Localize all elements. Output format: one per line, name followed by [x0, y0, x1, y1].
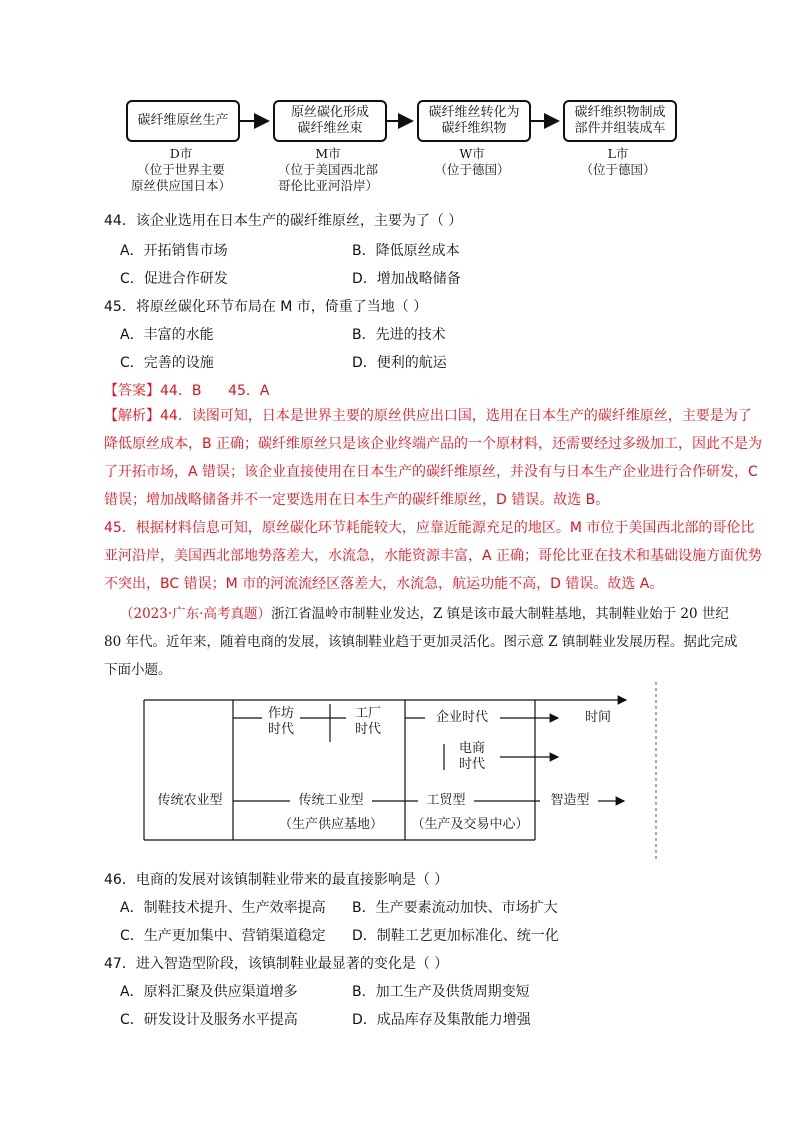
q46-option-c: C．生产更加集中、营销渠道稳定 — [120, 928, 326, 944]
q46-stem: 46．电商的发展对该镇制鞋业带来的最直接影响是（ ） — [104, 872, 449, 888]
q45-stem: 45．将原丝碳化环节布局在 M 市，倚重了当地（ ） — [104, 299, 428, 315]
q46-option-a: A．制鞋技术提升、生产效率提高 — [120, 900, 326, 916]
type-trade-sub: （生产及交易中心） — [411, 817, 529, 832]
q45-option-a: A．丰富的水能 — [120, 327, 214, 343]
flow-caption-2: M市 （位于美国西北部 哥伦比亚河沿岸） — [277, 146, 378, 193]
flow-box-3-label: 碳纤维丝转化为 碳纤维织物 — [428, 105, 520, 136]
type-industry-sub: （生产供应基地） — [278, 817, 383, 832]
material-line-2: 80 年代。近年来，随着电商的发展，该镇制鞋业趋于更加灵活化。图示意 Z 镇制鞋业发展历程。据此完成 — [104, 634, 738, 650]
answer-tag: 【答案】 — [104, 383, 160, 399]
flow-caption-3: W市 （位于德国） — [434, 146, 510, 177]
material-source: （2023·广东·高考真题） — [120, 606, 271, 622]
flow-box-2-label: 原丝碳化形成 碳纤维丝束 — [290, 105, 369, 136]
flow-box-4-label: 碳纤维织物制成 部件并组装成车 — [574, 105, 666, 136]
material-line-3: 下面小题。 — [104, 662, 172, 678]
q44-option-a: A．开拓销售市场 — [120, 243, 228, 259]
analysis-tag: 【解析】 — [104, 408, 160, 424]
era-factory: 工厂 时代 — [354, 706, 381, 737]
q45-option-d: D．便利的航运 — [352, 355, 447, 371]
q44-option-c: C．促进合作研发 — [120, 271, 228, 287]
flow-caption-1: D市 （位于世界主要 原丝供应国日本） — [130, 146, 231, 193]
q44-stem: 44．该企业选用在日本生产的碳纤维原丝，主要为了（ ） — [104, 213, 463, 229]
analysis-line-3: 了开拓市场，A 错误；该企业直接使用在日本生产的碳纤维原丝，并没有与日本生产企业进行合作研发，C — [104, 464, 758, 480]
analysis-line-6: 亚河沿岸，美国西北部地势落差大，水流急，水能资源丰富，A 正确；哥伦比亚在技术和基础设施方面优势 — [104, 548, 763, 564]
material-line-1-text: 浙江省温岭市制鞋业发达，Z 镇是该市最大制鞋基地，其制鞋业始于 20 世纪 — [270, 606, 729, 622]
q47-option-b: B．加工生产及供货周期变短 — [352, 984, 530, 1000]
analysis-line-7: 不突出，BC 错误；M 市的河流流经区落差大，水流急，航运功能不高，D 错误。故选 A。 — [104, 576, 664, 592]
q47-stem: 47．进入智造型阶段，该镇制鞋业最显著的变化是（ ） — [104, 956, 449, 972]
q45-option-c: C．完善的设施 — [120, 355, 214, 371]
type-agri: 传统农业型 — [157, 793, 223, 808]
type-industry: 传统工业型 — [298, 793, 364, 808]
q44-option-b: B．降低原丝成本 — [352, 243, 460, 259]
q47-option-d: D．成品库存及集散能力增强 — [352, 1012, 531, 1028]
q45-option-b: B．先进的技术 — [352, 327, 446, 343]
answer-text: 44．B 45．A — [160, 383, 270, 399]
q44-option-d: D．增加战略储备 — [352, 271, 461, 287]
axis-time-label: 时间 — [584, 710, 611, 725]
analysis-line-4: 错误；增加战略储备并不一定要选用在日本生产的碳纤维原丝，D 错误。故选 B。 — [104, 492, 610, 508]
analysis-line-5: 45．根据材料信息可知，原丝碳化环节耗能较大，应靠近能源充足的地区。M 市位于美国西北部的哥伦比 — [104, 520, 755, 536]
q47-option-c: C．研发设计及服务水平提高 — [120, 1012, 298, 1028]
analysis-line-2: 降低原丝成本，B 正确；碳纤维原丝只是该企业终端产品的一个原材料，还需要经过多级加工，因此不是为 — [104, 436, 763, 452]
q46-option-d: D．制鞋工艺更加标准化、统一化 — [352, 928, 559, 944]
q47-option-a: A．原料汇聚及供应渠道增多 — [120, 984, 298, 1000]
analysis-line-1-text: 44．读图可知，日本是世界主要的原丝供应出口国，选用在日本生产的碳纤维原丝，主要是为了 — [160, 408, 752, 424]
type-smart: 智造型 — [550, 793, 590, 808]
era-workshop: 作坊 时代 — [267, 706, 294, 737]
era-enterprise: 企业时代 — [435, 710, 488, 725]
q46-option-b: B．生产要素流动加快、市场扩大 — [352, 900, 558, 916]
type-trade: 工贸型 — [426, 793, 466, 808]
flow-box-1-label: 碳纤维原丝生产 — [137, 113, 229, 128]
era-ecommerce: 电商 时代 — [458, 741, 485, 772]
flow-caption-4: L市 （位于德国） — [580, 146, 656, 177]
